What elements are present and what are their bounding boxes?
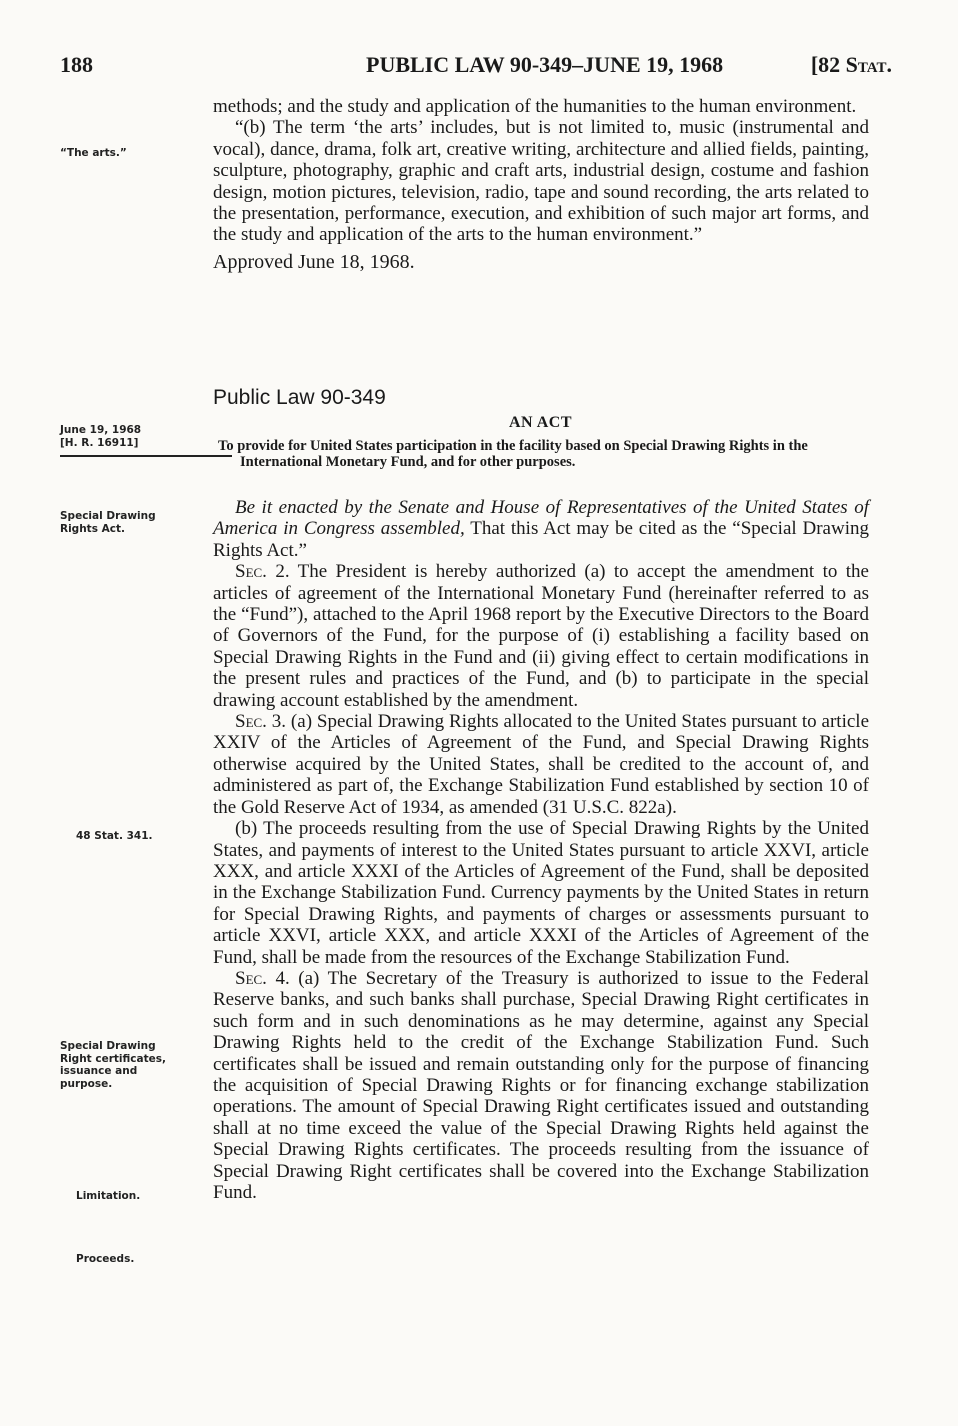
- volume-number: [82: [810, 52, 841, 77]
- humanities-paragraph: methods; and the study and application of the humanities to the human environment.: [213, 96, 857, 117]
- page-number: 188: [60, 52, 93, 77]
- act-purpose: To provide for United States participation in the facility based on Special Drawing Rights in the International Monetary Fund, and for other purposes.: [218, 438, 808, 470]
- section-3a-text: (a) Special Drawing Rights allocated to the United States pursuant to article XXIV of the Articles of Agreement of the Fund, and Special Drawing Rights otherwise acquired by the United States, shall be credited to the account of, and administered as part of, the Exchange Stabilization Fund established by section 10 of the Gold Reserve Act of 1934, as amended (31 U.S.C. 822a).: [213, 711, 869, 818]
- margin-note-the-arts: “The arts.”: [60, 147, 127, 159]
- enacting-clause-rest: That this Act may be cited as the “Special Drawing Rights Act.”: [213, 518, 869, 561]
- volume-abbr: Stat.: [845, 52, 892, 77]
- public-law-title: Public Law 90-349: [213, 386, 386, 409]
- section-4-label: Sec. 4.: [235, 967, 290, 989]
- margin-note-certificates: Special Drawing Right certificates, issuance and purpose.: [60, 1040, 166, 1090]
- section-2: [213, 561, 869, 711]
- margin-note-stat: 48 Stat. 341.: [76, 830, 153, 842]
- act-body: [213, 497, 869, 1203]
- approved-line: Approved June 18, 1968.: [213, 250, 415, 273]
- section-4: [213, 968, 869, 1203]
- enactment-date: June 19, 1968: [60, 424, 142, 436]
- enacting-clause: [213, 497, 869, 561]
- divider-rule: [60, 455, 232, 457]
- margin-note-limitation: Limitation.: [76, 1190, 141, 1202]
- section-3a: [213, 711, 869, 818]
- section-4-text: (a) The Secretary of the Treasury is authorized to issue to the Federal Reserve banks, and such banks shall purchase, Special Drawing Right certificates in such form and in such denominations as he may determine, against any Special Drawing Rights held to the credit of the Exchange Stabilization Fund. Such certificates shall be issued and remain outstanding only for the purpose of financing the acquisition of Special Drawing Rights or for financing exchange stabilization operations. The amount of Special Drawing Right certificates issued and outstanding shall at no time exceed the value of the Special Drawing Rights held against the Special Drawing Rights certificates. The proceeds resulting from the issuance of Special Drawing Right certificates shall be covered into the Exchange Stabilization Fund.: [213, 967, 869, 1203]
- page-header: [60, 52, 892, 82]
- section-3-label: Sec. 3.: [235, 711, 287, 733]
- margin-note-date: [60, 424, 192, 449]
- section-2-label: Sec. 2.: [235, 561, 290, 583]
- top-section: [213, 96, 869, 273]
- running-title: PUBLIC LAW 90-349–JUNE 19, 1968: [366, 52, 724, 77]
- volume-citation: [811, 52, 892, 78]
- arts-definition-paragraph: “(b) The term ‘the arts’ includes, but is not limited to, music (instrumental and vocal), dance, drama, folk art, creative writing, architecture and allied fields, painting, sculpture, photography, graphic and craft arts, industrial design, costume and fashion design, motion pictures, television, radio, tape and sound recording, the arts related to the presentation, performance, execution, and exhibition of such major art forms, and the study and application of the arts to the human environment.”: [213, 117, 869, 246]
- section-2-text: The President is hereby authorized (a) to accept the amendment to the articles of agreement of the International Monetary Fund (hereinafter referred to as the “Fund”), attached to the April 1968 report by the Executive Directors to the Board of Governors of the Fund, for the purpose of (i) establishing a facility based on Special Drawing Rights in the Fund and (ii) giving effect to certain modifications in the present rules and practices of the Fund, and (b) to participate in the special drawing account established by the amendment.: [213, 561, 869, 711]
- margin-note-proceeds: Proceeds.: [76, 1253, 135, 1265]
- margin-note-sdr-act: Special Drawing Rights Act.: [60, 510, 156, 535]
- section-3b: (b) The proceeds resulting from the use of Special Drawing Rights by the United States, and payments of interest to the United States pursuant to article XXVI, article XXX, and article XXXI of the Articles of Agreement of the Fund, shall be deposited in the Exchange Stabilization Fund. Currency payments by the United States in return for Special Drawing Rights, and payments of charges or assessments pursuant to article XXVI, article XXX, and article XXXI of the Articles of Agreement of the Fund, shall be made from the resources of the Exchange Stabilization Fund.: [213, 818, 869, 968]
- enacting-clause-italic: Be it enacted by the Senate and House of Representatives of the United States of America in Congress assembled,: [213, 497, 869, 540]
- bill-number: [H. R. 16911]: [60, 436, 139, 449]
- an-act-label: AN ACT: [509, 414, 573, 431]
